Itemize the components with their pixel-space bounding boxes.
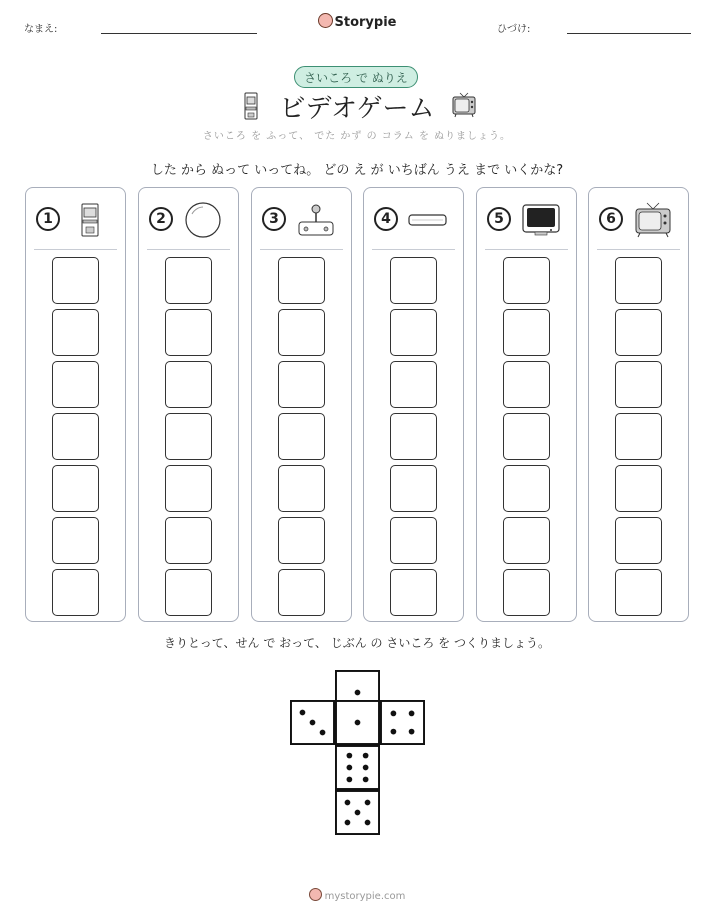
color-box[interactable] [503,465,550,512]
color-box[interactable] [52,309,99,356]
tag-pill: さいころ で ぬりえ [294,66,418,88]
column-number: 6 [599,207,623,231]
column-5 [476,187,577,622]
column-divider [260,249,343,250]
color-box[interactable] [278,517,325,564]
color-box[interactable] [615,361,662,408]
footer [0,888,714,902]
color-box[interactable] [390,361,437,408]
color-box[interactable] [165,517,212,564]
die-face-5 [335,790,380,835]
color-box[interactable] [165,465,212,512]
color-box[interactable] [390,465,437,512]
pig-icon [309,888,322,901]
subtitle: さいころ を ふって、 でた かず の コラム を ぬりましょう。 [202,131,512,142]
name-label: なまえ: [24,24,58,35]
color-box[interactable] [165,361,212,408]
color-box[interactable] [615,517,662,564]
die-face-3 [290,700,335,745]
color-box[interactable] [165,569,212,616]
disc-icon [183,202,223,238]
color-box[interactable] [52,257,99,304]
color-box[interactable] [503,413,550,460]
footer-url[interactable]: mystorypie.com [324,891,406,902]
color-box[interactable] [52,361,99,408]
column-4 [363,187,464,622]
column-1 [25,187,126,622]
pig-icon [318,13,333,28]
color-box[interactable] [52,465,99,512]
brand-logo [0,13,714,30]
color-box[interactable] [615,413,662,460]
column-6 [588,187,689,622]
dice-net [290,670,425,835]
name-line [101,33,257,34]
column-number: 3 [262,207,286,231]
brand-name: Storypie [334,15,397,30]
column-divider [34,249,117,250]
color-box[interactable] [390,257,437,304]
die-face-1 [335,700,380,745]
column-divider [485,249,568,250]
retro-tv-icon [633,202,673,238]
color-box[interactable] [615,257,662,304]
die-face-6 [335,745,380,790]
column-number: 4 [374,207,398,231]
column-number: 2 [149,207,173,231]
crt-monitor-icon [521,202,561,238]
color-box[interactable] [503,569,550,616]
joystick-icon [296,202,336,238]
color-box[interactable] [278,309,325,356]
die-face-4 [380,700,425,745]
color-box[interactable] [615,309,662,356]
color-box[interactable] [278,413,325,460]
column-3 [251,187,352,622]
color-box[interactable] [52,517,99,564]
game-cartridge-icon [408,202,448,238]
column-number: 1 [36,207,60,231]
color-box[interactable] [278,465,325,512]
color-box[interactable] [390,569,437,616]
color-box[interactable] [503,257,550,304]
color-box[interactable] [503,517,550,564]
color-box[interactable] [165,309,212,356]
color-box[interactable] [390,309,437,356]
color-box[interactable] [165,413,212,460]
page-title: ビデオゲーム [279,94,435,124]
retro-tv-icon [452,92,476,118]
color-box[interactable] [615,465,662,512]
arcade-cabinet-icon [70,202,110,238]
color-box[interactable] [278,361,325,408]
column-divider [147,249,230,250]
cut-instruction: きりとって、せん で おって、 じぶん の さいころ を つくりましょう。 [164,636,550,650]
color-box[interactable] [278,257,325,304]
color-box[interactable] [503,309,550,356]
column-2 [138,187,239,622]
color-box[interactable] [615,569,662,616]
color-box[interactable] [503,361,550,408]
color-box[interactable] [52,413,99,460]
color-box[interactable] [165,257,212,304]
instruction-text: した から ぬって いってね。 どの え が いちばん うえ まで いくかな? [150,163,564,178]
column-divider [597,249,680,250]
column-divider [372,249,455,250]
date-line [567,33,691,34]
color-box[interactable] [52,569,99,616]
column-number: 5 [487,207,511,231]
color-box[interactable] [390,517,437,564]
color-box[interactable] [278,569,325,616]
color-box[interactable] [390,413,437,460]
date-label: ひづけ: [497,24,531,35]
